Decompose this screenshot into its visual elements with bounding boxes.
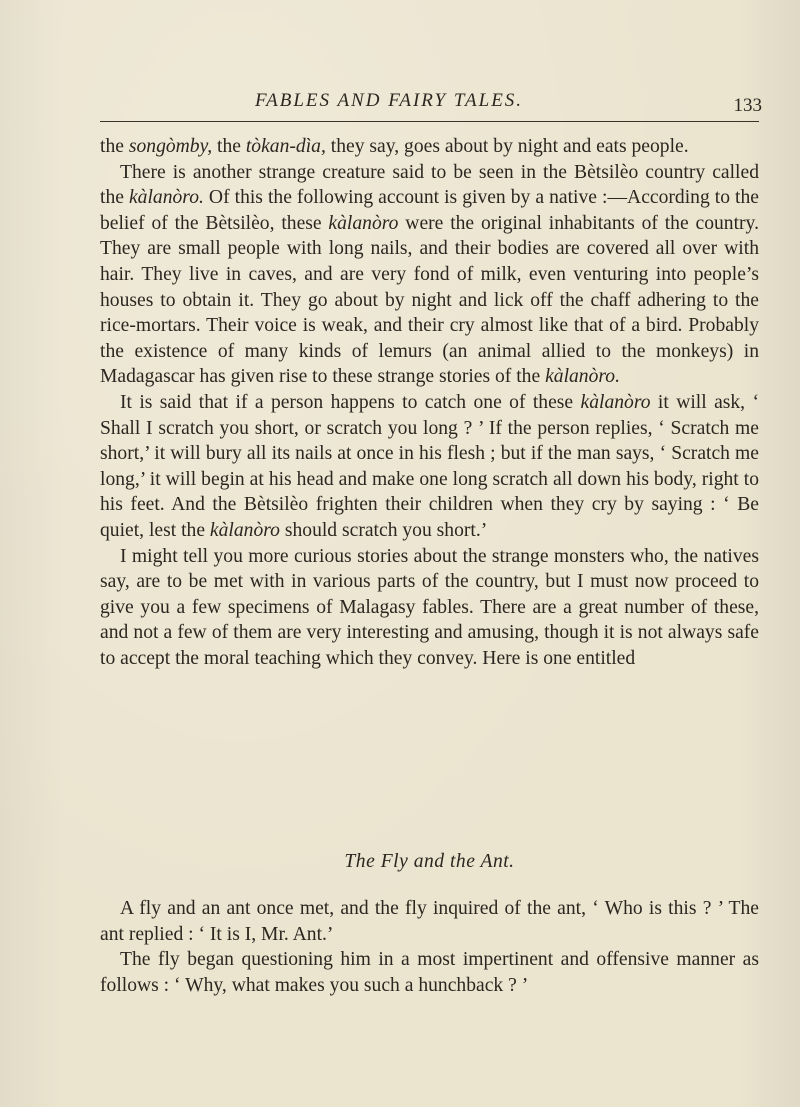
italic-term: tòkan-dìa, xyxy=(245,136,326,157)
main-text xyxy=(100,134,759,671)
paragraph-2 xyxy=(100,160,759,390)
text-run: it will ask, ‘ Shall I scratch you short, or scratch you long ? ’ If the person replies, ‘ Scratch me short,’ it will bury all its nails at once in his flesh ; but if the man says, ‘ Scratch me long,’ it will begin at his head and make one long scratch all down his body, right to his feet. And the Bètsilèo frighten their children when they cry by saying : ‘ Be quiet, lest the xyxy=(100,391,759,541)
paragraph-4: I might tell you more curious stories about the strange monsters who, the natives say, are to be met with in various parts of the country, but I must now proceed to give you a few specimens of Malagasy fables. There are a great number of these, and not a few of them are very interesting and amusing, though it is not always safe to accept the moral teaching which they convey. Here is one entitled xyxy=(100,545,759,669)
italic-term: kàlanòro. xyxy=(128,187,204,209)
section-title: The Fly and the Ant. xyxy=(344,851,515,872)
fable-text xyxy=(100,896,759,998)
paragraph-3 xyxy=(100,390,759,544)
italic-term: kàlanòro xyxy=(328,212,399,234)
text-run: Of this the following account is given by a native :—According to the belief of the Bètsilèo, these xyxy=(100,187,759,234)
header-rule xyxy=(100,121,759,122)
page-number: 133 xyxy=(733,95,762,116)
running-head xyxy=(100,84,780,118)
running-title: FABLES AND FAIRY TALES. xyxy=(255,90,524,111)
text-run: It is said that if a person happens to catch one of these xyxy=(120,391,581,413)
text-run: they say, goes about by night and eats people. xyxy=(325,136,689,157)
text-run: There is another strange creature said to be seen in the Bètsilèo country called the xyxy=(100,161,759,209)
italic-term: kàlanòro xyxy=(580,391,651,413)
paragraph-1 xyxy=(100,134,759,160)
text-run: the xyxy=(100,136,129,157)
italic-term: songòmby, xyxy=(128,136,213,157)
italic-term: kàlanòro xyxy=(209,519,280,541)
italic-term: kàlanòro. xyxy=(545,366,620,388)
text-run: the xyxy=(212,136,246,157)
paragraph-6: The fly began questioning him in a most impertinent and offensive manner as follows : ‘ Why, what makes you such a hunchback ? ’ xyxy=(100,949,759,996)
text-run: should scratch you short.’ xyxy=(279,519,488,541)
paragraph-5: A fly and an ant once met, and the fly inquired of the ant, ‘ Who is this ? ’ The ant replied : ‘ It is I, Mr. Ant.’ xyxy=(100,898,759,945)
text-run: were the original inhabitants of the country. They are small people with long nails, and their bodies are covered all over with hair. They live in caves, and are very fond of milk, even venturing into people’s houses to obtain it. They go about by night and lick off the chaff adhering to the rice-mortars. Their voice is weak, and their cry almost like that of a bird. Probably the existence of many kinds of lemurs (an animal allied to the monkeys) in Madagascar has given rise to these strange stories of the xyxy=(100,212,759,388)
